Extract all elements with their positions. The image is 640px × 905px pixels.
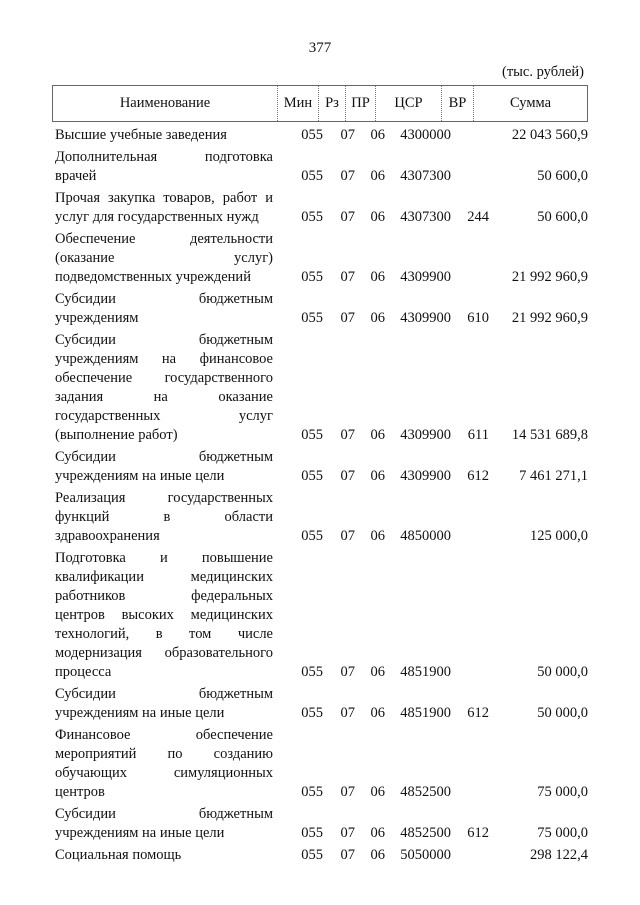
table-row xyxy=(55,148,588,186)
cell-sum: 7 461 271,1 xyxy=(519,468,588,484)
cell-pr: 06 xyxy=(370,269,385,285)
header-min: Мин xyxy=(278,86,319,121)
cell-rz: 07 xyxy=(340,127,355,143)
cell-min: 055 xyxy=(301,664,323,680)
row-name-line: центров xyxy=(55,784,105,800)
cell-min: 055 xyxy=(301,209,323,225)
cell-pr: 06 xyxy=(370,705,385,721)
table-body xyxy=(55,123,588,865)
cell-pr: 06 xyxy=(370,468,385,484)
cell-min: 055 xyxy=(301,705,323,721)
cell-vr: 612 xyxy=(467,825,489,841)
cell-sum: 22 043 560,9 xyxy=(511,127,588,143)
cell-csr: 4309900 xyxy=(400,468,451,484)
row-name-line: Социальная помощь xyxy=(55,847,182,863)
table-row xyxy=(55,189,588,227)
cell-rz: 07 xyxy=(340,825,355,841)
row-name-line: квалификации медицинских xyxy=(55,569,273,585)
row-name-line: здравоохранения xyxy=(55,528,160,544)
cell-min: 055 xyxy=(301,310,323,326)
cell-rz: 07 xyxy=(340,269,355,285)
row-name-line: учреждениям xyxy=(55,310,139,326)
table-row xyxy=(55,290,588,328)
cell-rz: 07 xyxy=(340,784,355,800)
row-name xyxy=(55,230,273,287)
row-name-line: подведомственных учреждений xyxy=(55,269,251,285)
cell-sum: 75 000,0 xyxy=(537,825,588,841)
row-name-line: работников федеральных xyxy=(55,588,273,604)
table-header xyxy=(52,85,588,122)
row-name xyxy=(55,726,273,802)
cell-min: 055 xyxy=(301,528,323,544)
cell-min: 055 xyxy=(301,784,323,800)
row-name-line: Субсидии бюджетным xyxy=(55,806,273,822)
cell-sum: 50 000,0 xyxy=(537,664,588,680)
cell-rz: 07 xyxy=(340,528,355,544)
cell-rz: 07 xyxy=(340,468,355,484)
cell-rz: 07 xyxy=(340,209,355,225)
header-rz: Рз xyxy=(319,86,346,121)
table-row xyxy=(55,126,588,145)
table-row xyxy=(55,230,588,287)
table-row xyxy=(55,805,588,843)
table-row xyxy=(55,549,588,682)
table-row xyxy=(55,726,588,802)
cell-pr: 06 xyxy=(370,825,385,841)
row-name-line: функций в области xyxy=(55,509,273,525)
page-number: 377 xyxy=(308,40,332,56)
row-name xyxy=(55,448,273,486)
cell-csr: 4307300 xyxy=(400,168,451,184)
row-name xyxy=(55,189,273,227)
cell-pr: 06 xyxy=(370,847,385,863)
row-name-line: обучающих симуляционных xyxy=(55,765,273,781)
header-csr: ЦСР xyxy=(376,86,442,121)
cell-pr: 06 xyxy=(370,427,385,443)
row-name-line: учреждениям на иные цели xyxy=(55,705,225,721)
cell-min: 055 xyxy=(301,269,323,285)
table-row xyxy=(55,489,588,546)
row-name-line: Дополнительная подготовка xyxy=(55,149,273,165)
row-name-line: Финансовое обеспечение xyxy=(55,727,273,743)
cell-csr: 4309900 xyxy=(400,310,451,326)
row-name xyxy=(55,805,273,843)
row-name-line: технологий, в том числе xyxy=(55,626,273,642)
cell-min: 055 xyxy=(301,427,323,443)
cell-min: 055 xyxy=(301,468,323,484)
cell-vr: 611 xyxy=(467,427,489,443)
row-name-line: Высшие учебные заведения xyxy=(55,127,227,143)
cell-sum: 298 122,4 xyxy=(530,847,588,863)
row-name-line: врачей xyxy=(55,168,97,184)
header-sum: Сумма xyxy=(509,95,552,111)
row-name xyxy=(55,148,273,186)
row-name-line: (выполнение работ) xyxy=(55,427,178,443)
row-name-line: процесса xyxy=(55,664,112,680)
cell-vr: 610 xyxy=(467,310,489,326)
table-row xyxy=(55,685,588,723)
cell-sum: 21 992 960,9 xyxy=(511,269,588,285)
cell-csr: 4851900 xyxy=(400,664,451,680)
header-vr: ВР xyxy=(442,86,474,121)
row-name xyxy=(55,685,273,723)
cell-rz: 07 xyxy=(340,168,355,184)
row-name xyxy=(55,549,273,682)
row-name-line: учреждениям на иные цели xyxy=(55,825,225,841)
cell-rz: 07 xyxy=(340,664,355,680)
cell-csr: 4309900 xyxy=(400,427,451,443)
row-name-line: учреждениям на финансовое xyxy=(55,351,273,367)
cell-min: 055 xyxy=(301,847,323,863)
cell-min: 055 xyxy=(301,168,323,184)
cell-pr: 06 xyxy=(370,310,385,326)
row-name-line: Субсидии бюджетным xyxy=(55,449,273,465)
row-name-line: Подготовка и повышение xyxy=(55,550,273,566)
row-name xyxy=(55,846,273,865)
cell-pr: 06 xyxy=(370,127,385,143)
row-name xyxy=(55,126,273,145)
cell-csr: 4850000 xyxy=(400,528,451,544)
cell-vr: 612 xyxy=(467,468,489,484)
row-name-line: Субсидии бюджетным xyxy=(55,332,273,348)
row-name-line: учреждениям на иные цели xyxy=(55,468,225,484)
header-pr: ПР xyxy=(346,86,376,121)
table-row xyxy=(55,846,588,865)
cell-pr: 06 xyxy=(370,664,385,680)
cell-sum: 21 992 960,9 xyxy=(511,310,588,326)
cell-rz: 07 xyxy=(340,427,355,443)
cell-rz: 07 xyxy=(340,847,355,863)
cell-sum: 50 600,0 xyxy=(537,209,588,225)
cell-rz: 07 xyxy=(340,705,355,721)
cell-rz: 07 xyxy=(340,310,355,326)
row-name-line: Обеспечение деятельности xyxy=(55,231,273,247)
row-name-line: задания на оказание xyxy=(55,389,273,405)
row-name-line: модернизация образовательного xyxy=(55,645,273,661)
header-name: Наименование xyxy=(53,86,278,121)
cell-csr: 4307300 xyxy=(400,209,451,225)
row-name-line: обеспечение государственного xyxy=(55,370,273,386)
row-name-line: Субсидии бюджетным xyxy=(55,686,273,702)
cell-sum: 14 531 689,8 xyxy=(511,427,588,443)
row-name-line: (оказание услуг) xyxy=(55,250,273,266)
row-name-line: Прочая закупка товаров, работ и xyxy=(55,190,273,206)
cell-pr: 06 xyxy=(370,784,385,800)
cell-sum: 75 000,0 xyxy=(537,784,588,800)
row-name-line: мероприятий по созданию xyxy=(55,746,273,762)
units-label: (тыс. рублей) xyxy=(502,64,584,80)
cell-pr: 06 xyxy=(370,168,385,184)
cell-min: 055 xyxy=(301,127,323,143)
cell-csr: 5050000 xyxy=(400,847,451,863)
cell-sum: 50 000,0 xyxy=(537,705,588,721)
row-name xyxy=(55,290,273,328)
cell-sum: 125 000,0 xyxy=(530,528,588,544)
cell-csr: 4851900 xyxy=(400,705,451,721)
table-row xyxy=(55,331,588,445)
cell-min: 055 xyxy=(301,825,323,841)
row-name-line: услуг для государственных нужд xyxy=(55,209,259,225)
row-name xyxy=(55,331,273,445)
row-name-line: государственных услуг xyxy=(55,408,273,424)
cell-csr: 4300000 xyxy=(400,127,451,143)
cell-vr: 244 xyxy=(467,209,489,225)
table-row xyxy=(55,448,588,486)
row-name-line: центров высоких медицинских xyxy=(55,607,273,623)
cell-pr: 06 xyxy=(370,528,385,544)
row-name-line: Реализация государственных xyxy=(55,490,273,506)
cell-sum: 50 600,0 xyxy=(537,168,588,184)
cell-csr: 4309900 xyxy=(400,269,451,285)
row-name xyxy=(55,489,273,546)
cell-csr: 4852500 xyxy=(400,784,451,800)
row-name-line: Субсидии бюджетным xyxy=(55,291,273,307)
cell-csr: 4852500 xyxy=(400,825,451,841)
cell-vr: 612 xyxy=(467,705,489,721)
cell-pr: 06 xyxy=(370,209,385,225)
